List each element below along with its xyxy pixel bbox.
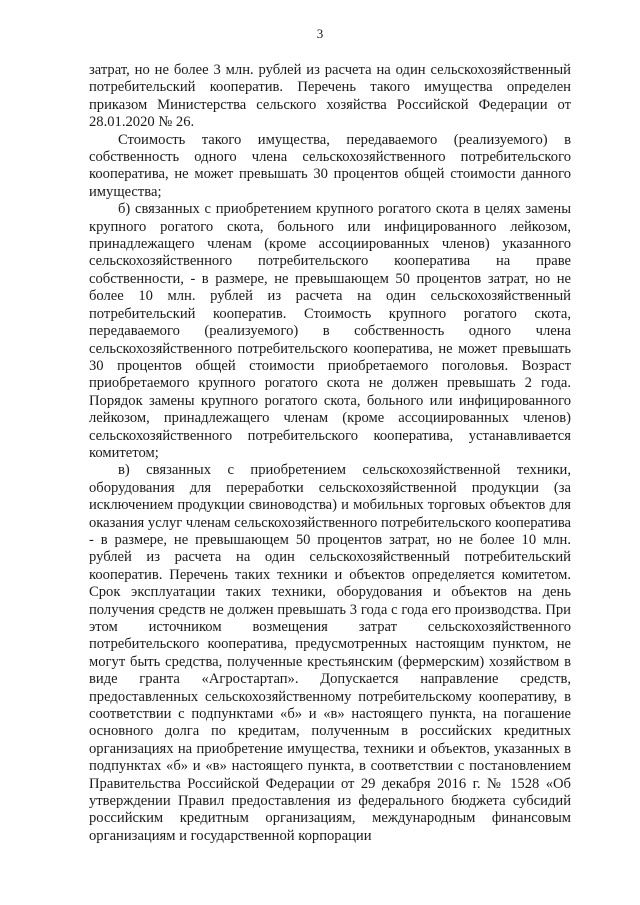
page-number: 3 <box>316 26 324 41</box>
document-body <box>89 62 571 845</box>
paragraph-subitem-v-machinery: в) связанных с приобретением сельскохозяйственной техники, оборудования для переработки сельскохозяйственной продукции (за исключением продукции свиноводства) и мобильных торговых объектов для оказания услуг членам сельскохозяйственного потребительского кооператива - в размере, не превышающем 50 процентов затрат, но не более 10 млн. рублей из расчета на один сельскохозяйственный потребительский кооператив. Перечень таких техники и объектов определяется комитетом. Срок эксплуатации таких техники, оборудования и объектов на день получения средств не должен превышать 3 года с года его производства. При этом источником возмещения затрат сельскохозяйственного потребительского кооператива, предусмотренных настоящим пунктом, не могут быть средства, полученные крестьянским (фермерским) хозяйством в виде гранта «Агростартап». Допускается направление средств, предоставленных сельскохозяйственному потребительскому кооперативу, в соответствии с подпунктами «б» и «в» настоящего пункта, на погашение основного долга по кредитам, полученным в российских кредитных организациях на приобретение имущества, техники и объектов, указанных в подпунктах «б» и «в» настоящего пункта, в соответствии с постановлением Правительства Российской Федерации от 29 декабря 2016 г. № 1528 «Об утверждении Правил предоставления из федерального бюджета субсидий российским кредитным организациям, международным финансовым организациям и государственной корпорации <box>89 462 571 844</box>
paragraph-property-value-limit: Стоимость такого имущества, передаваемого (реализуемого) в собственность одного члена сельскохозяйственного потребительского кооператива, не может превышать 30 процентов общей стоимости данного имущества; <box>89 131 571 200</box>
paragraph-continuation: затрат, но не более 3 млн. рублей из расчета на один сельскохозяйственный потребительский кооператив. Перечень такого имущества определен приказом Министерства сельского хозяйства Российской Федерации от 28.01.2020 № 26. <box>89 62 571 131</box>
paragraph-subitem-b-cattle: б) связанных с приобретением крупного рогатого скота в целях замены крупного рогатого скота, больного или инфицированного лейкозом, принадлежащего членам (кроме ассоциированных членов) указанного сельскохозяйственного потребительского кооператива на праве собственности, - в размере, не превышающем 50 процентов затрат, но не более 10 млн. рублей из расчета на один сельскохозяйственный потребительский кооператив. Стоимость крупного рогатого скота, передаваемого (реализуемого) в собственность одного члена сельскохозяйственного потребительского кооператива, не может превышать 30 процентов общей стоимости приобретаемого поголовья. Возраст приобретаемого крупного рогатого скота не должен превышать 2 года. Порядок замены крупного рогатого скота, больного или инфицированного лейкозом, принадлежащего членам (кроме ассоциированных членов) сельскохозяйственного потребительского кооператива, устанавливается комитетом; <box>89 201 571 461</box>
